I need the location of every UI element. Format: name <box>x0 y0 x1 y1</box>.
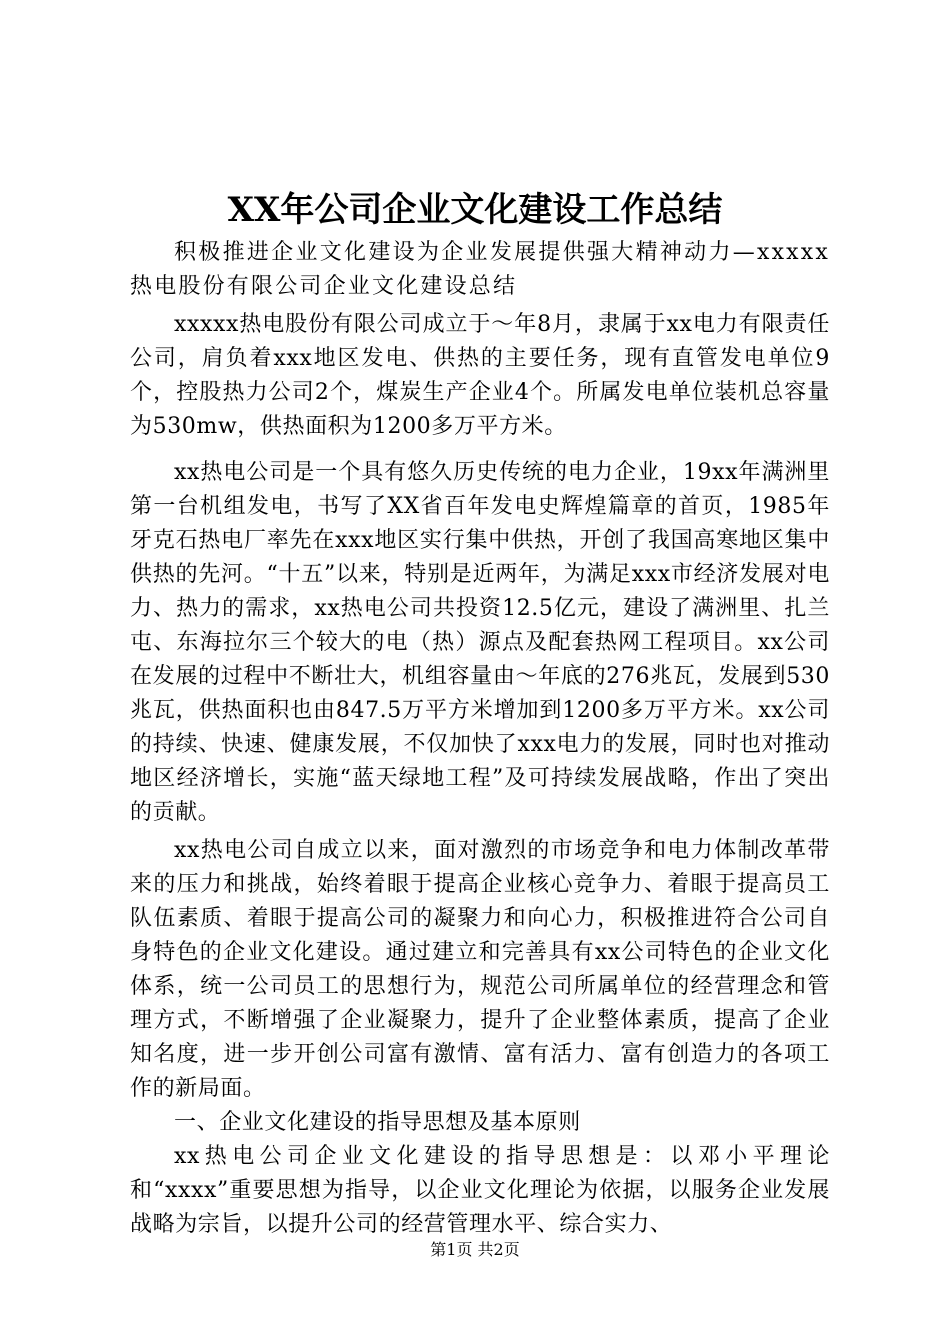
paragraph-guiding-ideology: xx热电公司企业文化建设的指导思想是：以邓小平理论和“xxxx”重要思想为指导，以企业文化理论为依据，以服务企业发展战略为宗旨，以提升公司的经营管理水平、综合实力、 <box>130 1144 830 1237</box>
page-number-footer: 第1页 共2页 <box>430 1240 520 1259</box>
document-body <box>130 236 830 1242</box>
section-heading: 一、企业文化建设的指导思想及基本原则 <box>174 1110 581 1135</box>
paragraph-company-intro: xxxxx热电股份有限公司成立于～年8月，隶属于xx电力有限责任公司，肩负着xxx地区发电、供热的主要任务，现有直管发电单位9个，控股热力公司2个，煤炭生产企业4个。所属发电单位装机总容量为530mw，供热面积为1200多万平方米。 <box>130 312 830 439</box>
paragraph-culture-building: xx热电公司自成立以来，面对激烈的市场竞争和电力体制改革带来的压力和挑战，始终着眼于提高企业核心竞争力、着眼于提高员工队伍素质、着眼于提高公司的凝聚力和向心力，积极推进符合公司自身特色的企业文化建设。通过建立和完善具有xx公司特色的企业文化体系，统一公司员工的思想行为，规范公司所属单位的经营理念和管理方式，不断增强了企业凝聚力，提升了企业整体素质，提高了企业知名度，进一步开创公司富有激情、富有活力、富有创造力的各项工作的新局面。 <box>130 838 830 1101</box>
document-title: XX年公司企业文化建设工作总结 <box>227 190 723 230</box>
paragraph-history: xx热电公司是一个具有悠久历史传统的电力企业，19xx年满洲里第一台机组发电，书写了XX省百年发电史辉煌篇章的首页，1985年牙克石热电厂率先在xxx地区实行集中供热，开创了我国高寒地区集中供热的先河。“十五”以来，特别是近两年，为满足xxx市经济发展对电力、热力的需求，xx热电公司共投资12.5亿元，建设了满洲里、扎兰屯、东海拉尔三个较大的电（热）源点及配套热网工程项目。xx公司在发展的过程中不断壮大，机组容量由～年底的276兆瓦，发展到530兆瓦，供热面积也由847.5万平方米增加到1200多万平方米。xx公司的持续、快速、健康发展，不仅加快了xxx电力的发展，同时也对推动地区经济增长，实施“蓝天绿地工程”及可持续发展战略，作出了突出的贡献。 <box>130 460 830 825</box>
document-subtitle: 积极推进企业文化建设为企业发展提供强大精神动力—xxxxx热电股份有限公司企业文化建设总结 <box>130 240 830 299</box>
